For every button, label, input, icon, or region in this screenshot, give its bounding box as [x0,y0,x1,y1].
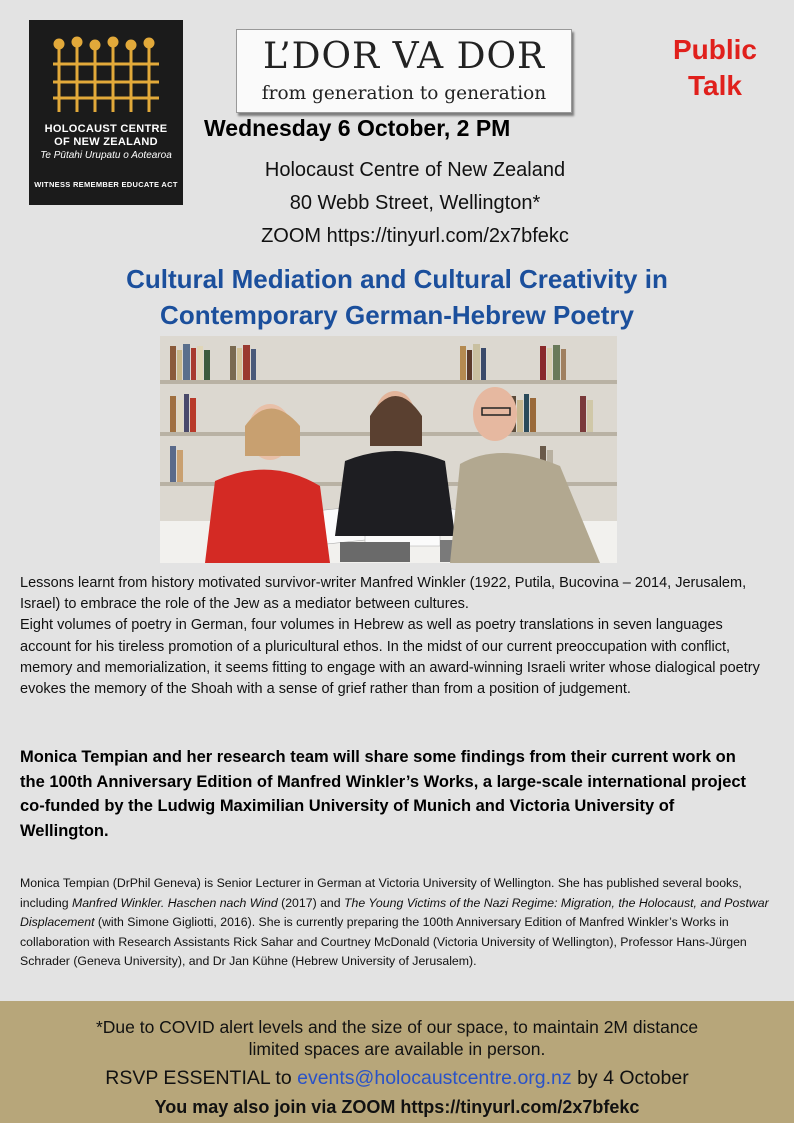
dor-va-dor-banner [236,29,572,113]
venue-address: 80 Webb Street, Wellington* [289,192,541,214]
footer-banner [0,1001,794,1123]
talk-highlight: Monica Tempian and her research team will share some findings from their current work on the 100th Anniversary Edition of Manfred Winkler’s Works, a large-scale international project co-funded by the Ludwig Maximilian University of Munich and Victoria University of Wellington. [20,748,747,840]
description-paragraph-2: Eight volumes of poetry in German, four volumes in Hebrew as well as poetry translations in seven languages account for his tireless promotion of a pluricultural ethos. In the midst of our current preoccupation with conflict, memory and memorialization, it seems fitting to engage with an award-winning Israeli writer whose dialogical poetry evokes the memory of the Shoah with a sense of grief rather than from a position of judgement. [20,617,760,698]
banner-subtitle: from generation to generation [261,83,547,104]
public-talk-label: Public Talk [672,34,757,101]
research-team-photo [160,336,617,563]
banner-title: L’DOR VA DOR [262,36,546,77]
zoom-link[interactable]: ZOOM https://tinyurl.com/2x7bfekc [261,225,569,247]
logo-figures-icon [51,34,161,114]
photo-illustration [160,336,617,563]
logo-maori-name: Te Pūtahi Urupatu o Aotearoa [40,150,172,161]
holocaust-centre-logo [29,20,183,205]
zoom-join-line[interactable]: You may also join via ZOOM https://tinyurl.com/2x7bfekc [154,1097,640,1117]
covid-note: *Due to COVID alert levels and the size of our space, to maintain 2M distance limited spaces are available in person. [95,1017,699,1059]
logo-motto: WITNESS REMEMBER EDUCATE ACT [34,180,178,189]
description-paragraph-1: Lessons learnt from history motivated survivor-writer Manfred Winkler (1922, Putila, Bucovina – 2014, Jerusalem, Israel) to embrace the role of the Jew as a mediator between cultures. [20,575,747,613]
rsvp-line: RSVP ESSENTIAL to events@holocaustcentre.org.nz by 4 October [105,1067,689,1089]
venue-name: Holocaust Centre of New Zealand [264,159,566,181]
talk-description [20,573,776,700]
talk-title: Cultural Mediation and Cultural Creativity in Contemporary German-Hebrew Poetry [126,264,668,330]
rsvp-email-link[interactable]: events@holocaustcentre.org.nz [297,1067,572,1089]
book-title-2: The Young Victims of the Nazi Regime: Migration, the Holocaust, and Postwar Displacement [20,895,769,930]
event-date: Wednesday 6 October, 2 PM [204,115,511,141]
speaker-bio: Monica Tempian (DrPhil Geneva) is Senior Lecturer in German at Victoria University of Wellington. She has published several books, including Manfred Winkler. Haschen nach Wind (2017) and The Young Victims of the Nazi Regime: Migration, the Holocaust, and Postwar Displacement (with Simone Gigliotti, 2016). She is currently preparing the 100th Anniversary Edition of Manfred Winkler’s Works in collaboration with Research Assistants Rick Sahar and Courtney McDonald (Victoria University of Wellington), Professor Hans-Jürgen Schrader (Geneva University), and Dr Jan Kühne (Hebrew University of Jerusalem). [20,876,769,969]
logo-name: HOLOCAUST CENTRE OF NEW ZEALAND [44,123,168,148]
book-title-1: Manfred Winkler. Haschen nach Wind [71,895,278,910]
